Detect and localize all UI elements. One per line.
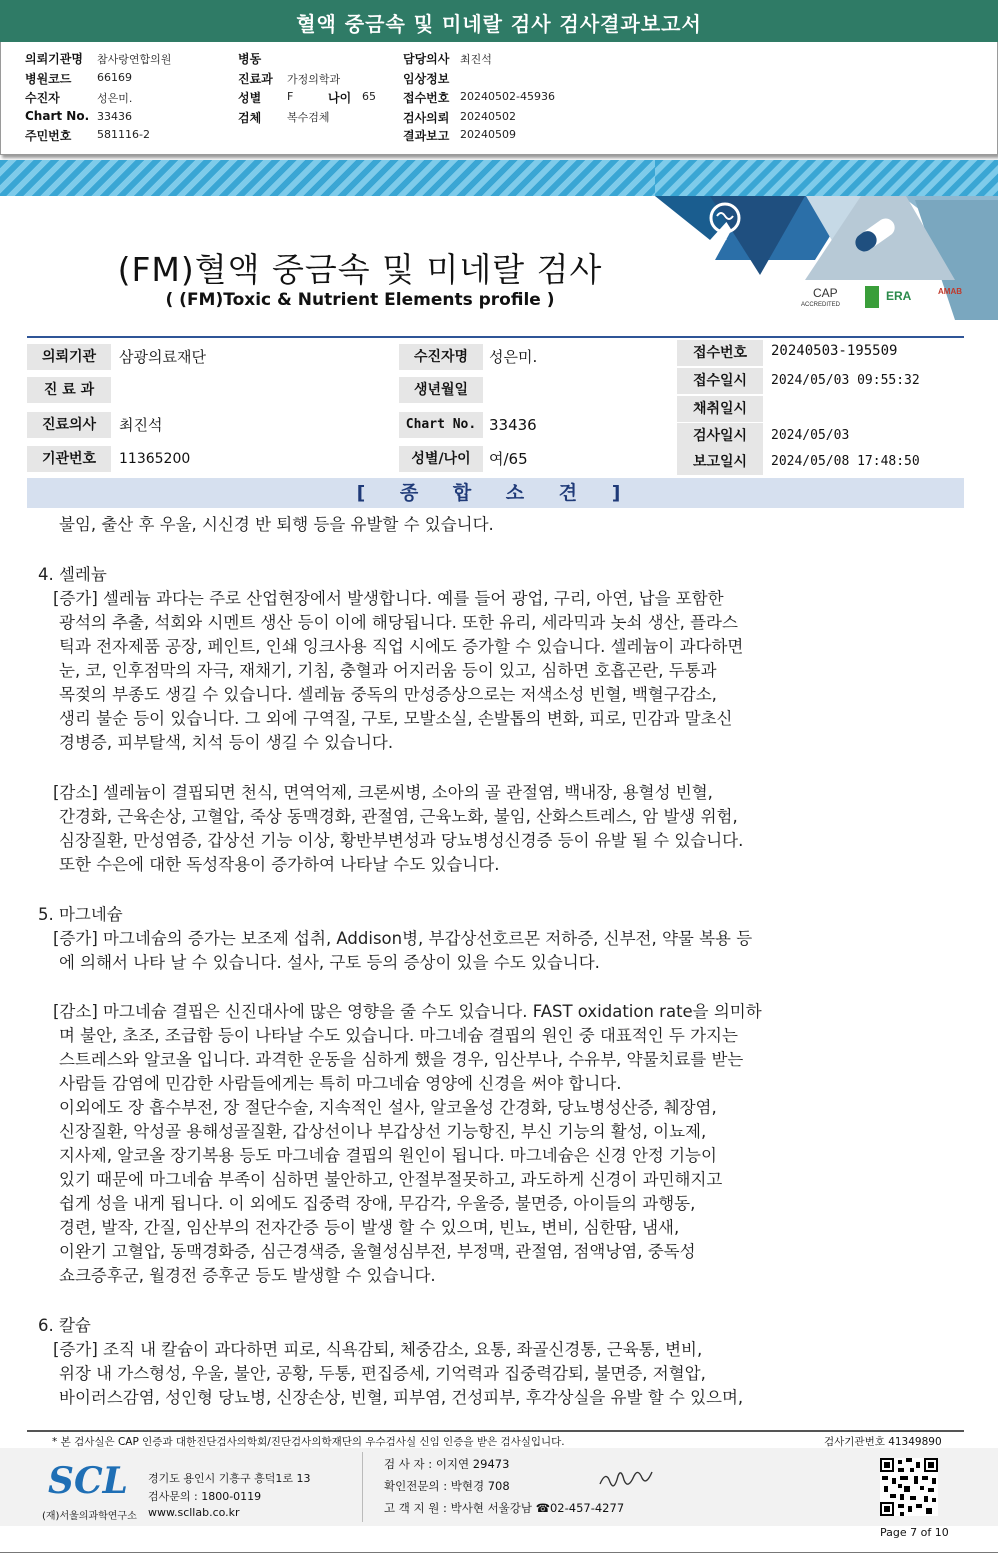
label-chart-no: Chart No. bbox=[399, 412, 483, 438]
scl-logo: SCL bbox=[48, 1460, 128, 1502]
top-info-label: 수진자 bbox=[25, 91, 60, 105]
top-info-label: 병동 bbox=[238, 52, 262, 66]
body-line: 쉽게 성을 내게 됩니다. 이 외에도 집중력 장애, 무감각, 우울증, 불면증, 아이들의 과행동, bbox=[59, 1194, 696, 1213]
top-info-value: 20240502-45936 bbox=[460, 90, 555, 103]
label-receipt-number: 접수번호 bbox=[677, 340, 763, 366]
top-info-value: 최진석 bbox=[460, 53, 492, 66]
top-info-value: 581116-2 bbox=[97, 128, 150, 141]
top-info-value: F bbox=[287, 90, 294, 103]
label-report-datetime: 보고일시 bbox=[677, 449, 763, 475]
top-info-label: 진료과 bbox=[238, 72, 273, 86]
body-line: [감소] 셀레늄이 결핍되면 천식, 면역억제, 크론씨병, 소아의 골 관절염, 백내장, 용혈성 빈혈, bbox=[53, 783, 713, 802]
body-line: [증가] 조직 내 칼슘이 과다하면 피로, 식욕감퇴, 체중감소, 요통, 좌골신경통, 근육통, 변비, bbox=[53, 1340, 703, 1359]
body-line: 지사제, 알코올 장기복용 등도 마그네슘 결핍의 원인이 됩니다. 마그네슘은 신경 안정 기능이 bbox=[59, 1146, 717, 1165]
footer-notice: * 본 검사실은 CAP 인증과 대한진단검사의학회/진단검사의학재단의 우수검사실 신임 인증을 받은 검사실입니다. bbox=[52, 1436, 565, 1448]
body-line: 이외에도 장 흡수부전, 장 절단수술, 지속적인 설사, 알코올성 간경화, 당뇨병성산증, 췌장염, bbox=[59, 1098, 717, 1117]
svg-text:ERA: ERA bbox=[886, 289, 912, 303]
section-heading-selenium: 4. 셀레늄 bbox=[38, 565, 107, 584]
body-line: 바이러스감염, 성인형 당뇨병, 신장손상, 빈혈, 피부염, 건성피부, 후각상실을 유발 할 수 있으며, bbox=[59, 1388, 744, 1407]
value-doctor: 최진석 bbox=[119, 416, 163, 434]
top-info-label: 검체 bbox=[238, 111, 262, 125]
label-birth-date: 생년월일 bbox=[399, 377, 483, 403]
value-patient-name: 성은미. bbox=[489, 348, 538, 366]
body-line: 생리 불순 등이 있습니다. 그 외에 구역질, 구토, 모발소실, 손발톱의 변화, 피로, 민감과 말초신 bbox=[59, 709, 733, 728]
body-line: 간경화, 근육손상, 고혈압, 죽상 동맥경화, 관절염, 근육노화, 불임, 산화스트레스, 암 발생 위험, bbox=[59, 807, 738, 826]
org-name: (재)서울의과학연구소 bbox=[42, 1511, 137, 1522]
body-line: [감소] 마그네슘 결핍은 신진대사에 많은 영향을 줄 수도 있습니다. FAST oxidation rate을 의미하 bbox=[53, 1002, 762, 1021]
header-decoration bbox=[655, 160, 998, 320]
footer-separator bbox=[362, 1452, 363, 1522]
top-info-label: 접수번호 bbox=[403, 91, 450, 105]
label-institution-number: 기관번호 bbox=[27, 446, 111, 472]
top-info-label: 성별 bbox=[238, 91, 262, 105]
top-info-value: 가정의학과 bbox=[287, 73, 341, 86]
top-info-label: 결과보고 bbox=[403, 129, 450, 143]
body-line: 틱과 전자제품 공장, 페인트, 인쇄 잉크사용 직업 시에도 증가할 수 있습니다. 셀레늄이 과다하면 bbox=[59, 637, 744, 656]
body-line: 스트레스와 알코올 입니다. 과격한 운동을 심하게 했을 경우, 임산부나, 수유부, 약물치료를 받는 bbox=[59, 1050, 744, 1069]
summary-section-header: [ 종 합 소 견 ] bbox=[27, 478, 964, 508]
svg-text:CAP: CAP bbox=[813, 286, 838, 300]
body-line: 또한 수은에 대한 독성작용이 증가하여 나타날 수도 있습니다. bbox=[59, 855, 500, 874]
body-line: 심장질환, 만성염증, 갑상선 기능 이상, 황반부변성과 당뇨병성신경증 등이 유발 될 수 있습니다. bbox=[59, 831, 744, 850]
top-info-value: 33436 bbox=[97, 110, 132, 123]
body-line: 신장질환, 악성골 용해성골질환, 갑상선이나 부갑상선 기능항진, 부신 기능의 활성, 이뇨제, bbox=[59, 1122, 707, 1141]
report-subtitle: ( (FM)Toxic & Nutrient Elements profile ) bbox=[165, 290, 555, 310]
body-line: 목젖의 부종도 생길 수 있습니다. 셀레늄 중독의 만성증상으로는 저색소성 빈혈, 백혈구감소, bbox=[59, 685, 717, 704]
body-line: 며 불안, 초조, 조급함 등이 나타날 수도 있습니다. 마그네슘 결핍의 원인 중 대표적인 두 가지는 bbox=[59, 1026, 738, 1045]
lab-number: 검사기관번호 41349890 bbox=[824, 1436, 942, 1448]
value-receipt-datetime: 2024/05/03 09:55:32 bbox=[771, 373, 920, 388]
org-address: 경기도 용인시 기흥구 흥덕1로 13 bbox=[148, 1472, 311, 1485]
top-info-value: 복수검체 bbox=[287, 111, 330, 124]
body-line: 사람들 감염에 민감한 사람들에게는 특히 마그네슘 영양에 신경을 써야 합니다. bbox=[59, 1074, 622, 1093]
top-info-value: 참사랑연합의원 bbox=[97, 53, 172, 66]
org-inquiry: 검사문의 : 1800-0119 bbox=[148, 1490, 262, 1503]
signature bbox=[596, 1468, 656, 1492]
body-line: 불임, 출산 후 우울, 시신경 반 퇴행 등을 유발할 수 있습니다. bbox=[59, 515, 494, 534]
top-info-label: 담당의사 bbox=[403, 52, 450, 66]
value-test-datetime: 2024/05/03 bbox=[771, 428, 850, 443]
top-info-label: 검사의뢰 bbox=[403, 111, 450, 125]
value-report-datetime: 2024/05/08 17:48:50 bbox=[771, 454, 920, 469]
svg-text:ACCREDITED: ACCREDITED bbox=[801, 302, 841, 308]
svg-text:AMAB: AMAB bbox=[938, 287, 962, 296]
label-patient-name: 수진자명 bbox=[399, 344, 483, 370]
label-receipt-datetime: 접수일시 bbox=[677, 368, 763, 394]
report-banner bbox=[0, 0, 998, 42]
body-line: [증가] 마그네슘의 증가는 보조제 섭취, Addison병, 부갑상선호르몬 저하증, 신부전, 약물 복용 등 bbox=[53, 929, 753, 948]
value-chart-no: 33436 bbox=[489, 416, 537, 434]
value-institution-number: 11365200 bbox=[119, 451, 191, 467]
label-doctor: 진료의사 bbox=[27, 412, 111, 438]
label-test-datetime: 검사일시 bbox=[677, 423, 763, 449]
body-line: 경련, 발작, 간질, 임산부의 전자간증 등이 발생 할 수 있으며, 빈뇨, 변비, 심한땀, 냄새, bbox=[59, 1218, 680, 1237]
body-line: 경병증, 피부탈색, 치석 등이 생길 수 있습니다. bbox=[59, 733, 394, 752]
top-info-label: 병원코드 bbox=[25, 72, 72, 86]
top-info-label: Chart No. bbox=[25, 109, 90, 123]
top-info-label: 주민번호 bbox=[25, 129, 72, 143]
top-info-value: 성은미. bbox=[97, 92, 133, 105]
label-collection-datetime: 채취일시 bbox=[677, 396, 763, 422]
top-info-label: 의뢰기관명 bbox=[25, 52, 83, 66]
body-line: [증가] 셀레늄 과다는 주로 산업현장에서 발생합니다. 예를 들어 광업, 구리, 아연, 납을 포함한 bbox=[53, 589, 724, 608]
qr-code-icon bbox=[880, 1458, 938, 1516]
body-line: 위장 내 가스형성, 우울, 불안, 공황, 두통, 편집증세, 기억력과 집중력감퇴, 불면증, 저혈압, bbox=[59, 1364, 706, 1383]
label-sex-age: 성별/나이 bbox=[399, 446, 483, 472]
body-line: 있기 때문에 마그네슘 부족이 심하면 불안하고, 안절부절못하고, 과도하게 신경이 과민해지고 bbox=[59, 1170, 723, 1189]
specialist-info: 확인전문의 : 박현경 708 bbox=[384, 1479, 510, 1493]
top-info-label: 임상정보 bbox=[403, 72, 450, 86]
age-value: 65 bbox=[362, 90, 376, 103]
body-line: 광석의 추출, 석회와 시멘트 생산 등이 이에 해당됩니다. 또한 유리, 세라믹과 놋쇠 생산, 플라스 bbox=[59, 613, 738, 632]
report-title: (FM)혈액 중금속 및 미네랄 검사 bbox=[117, 250, 603, 289]
value-sex-age: 여/65 bbox=[489, 450, 528, 468]
section-heading-calcium: 6. 칼슘 bbox=[38, 1316, 91, 1335]
label-requesting-institution: 의뢰기관 bbox=[27, 344, 111, 370]
org-website: www.scllab.co.kr bbox=[148, 1506, 240, 1519]
footer-divider bbox=[27, 1430, 964, 1432]
page-number: Page 7 of 10 bbox=[880, 1526, 949, 1539]
body-line: 쇼크증후군, 월경전 증후군 등도 발생할 수 있습니다. bbox=[59, 1266, 436, 1285]
label-department: 진 료 과 bbox=[27, 377, 111, 403]
top-info-value: 66169 bbox=[97, 71, 132, 84]
body-line: 눈, 코, 인후점막의 자극, 재채기, 기침, 충혈과 어지러움 등이 있고, 심하면 호흡곤란, 두통과 bbox=[59, 661, 717, 680]
age-label: 나이 bbox=[328, 91, 352, 105]
banner-title: 혈액 중금속 및 미네랄 검사 검사결과보고서 bbox=[296, 12, 702, 36]
body-line: 에 의해서 나타 날 수 있습니다. 설사, 구토 등의 증상이 있을 수도 있습니다. bbox=[59, 953, 600, 972]
top-info-value: 20240502 bbox=[460, 110, 516, 123]
page-bottom-rule bbox=[0, 1552, 998, 1553]
section-heading-magnesium: 5. 마그네슘 bbox=[38, 905, 123, 924]
tester-info: 검 사 자 : 이지연 29473 bbox=[384, 1457, 510, 1471]
value-receipt-number: 20240503-195509 bbox=[771, 343, 898, 359]
patient-info-table bbox=[27, 336, 964, 474]
value-requesting-institution: 삼광의료재단 bbox=[119, 348, 206, 366]
body-line: 이완기 고혈압, 동맥경화증, 심근경색증, 울혈성심부전, 부정맥, 관절염, 점액낭염, 중독성 bbox=[59, 1242, 696, 1261]
customer-support-info: 고 객 지 원 : 박사현 서울강남 ☎02-457-4277 bbox=[384, 1501, 625, 1515]
top-info-block bbox=[0, 42, 998, 155]
top-info-value: 20240509 bbox=[460, 128, 516, 141]
